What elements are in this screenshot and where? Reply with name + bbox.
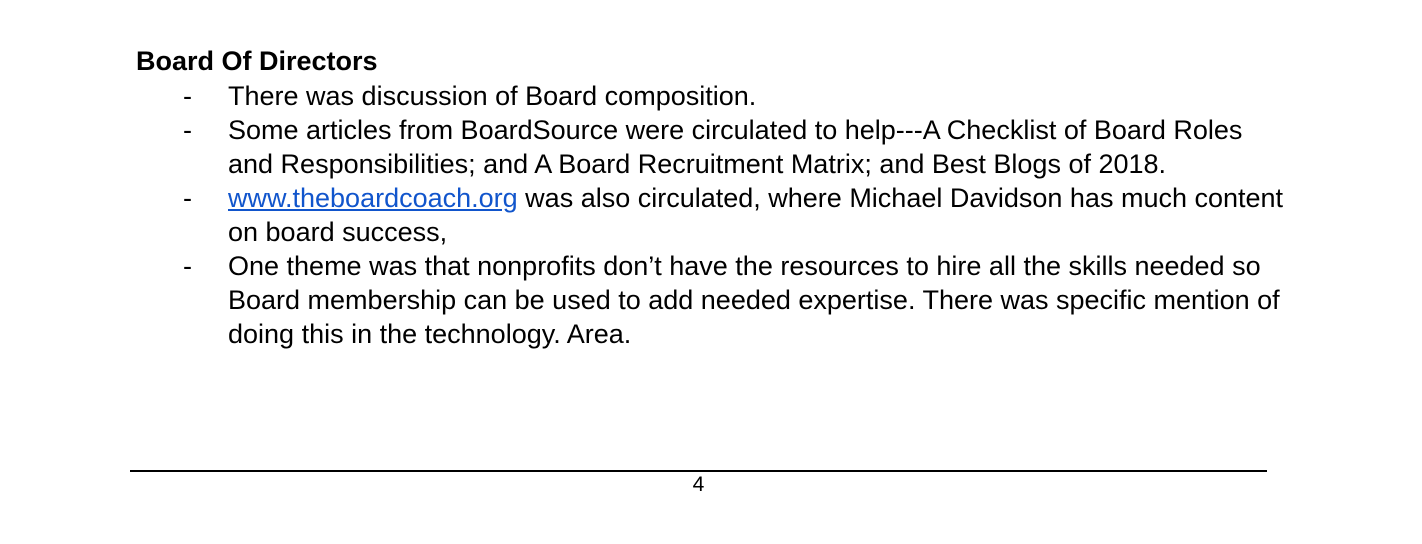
bullet-dash: - [183, 183, 192, 213]
list-item-text: One theme was that nonprofits don’t have the resources to hire all the skills needed so Board membership can be used to add needed expertise. There was specific mention of doing this in the technology. Area. [228, 251, 1280, 349]
list-item-boardsource-articles [172, 113, 1292, 181]
list-item-nonprofit-theme [172, 249, 1292, 351]
section-heading: Board Of Directors [136, 46, 378, 76]
bullet-dash: - [183, 81, 192, 111]
boardcoach-link[interactable]: www.theboardcoach.org [228, 183, 518, 213]
bullet-dash: - [183, 115, 192, 145]
list-item-text: was also circulated, where Michael Davidson has much content on board success, [228, 183, 1284, 247]
list-item-boardcoach [172, 181, 1292, 249]
list-item-text: Some articles from BoardSource were circulated to help---A Checklist of Board Roles and Responsibilities; and A Board Recruitment Matrix; and Best Blogs of 2018. [228, 115, 1243, 179]
list-item-board-composition [172, 79, 1292, 113]
bullet-list [172, 79, 1292, 351]
list-item-text: There was discussion of Board composition. [228, 81, 757, 111]
page-number: 4 [692, 473, 705, 496]
bullet-dash: - [183, 251, 192, 281]
